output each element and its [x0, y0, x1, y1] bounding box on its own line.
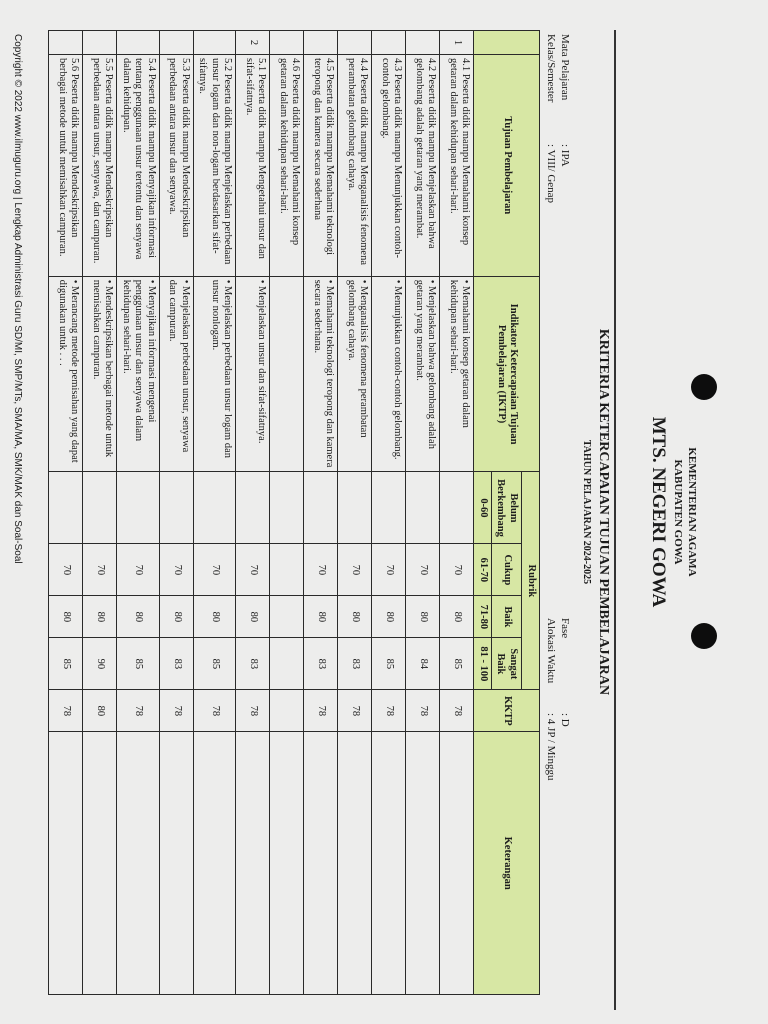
score-belum — [117, 472, 160, 544]
kktp-value: 78 — [117, 690, 160, 732]
score-sangat-baik: 90 — [83, 638, 117, 690]
rubric-sangat-baik-range: 81 - 100 — [474, 638, 492, 690]
keterangan-cell — [83, 732, 117, 995]
kktp-value: 78 — [304, 690, 338, 732]
subject-label: Mata Pelajaran — [559, 34, 571, 101]
score-cukup: 70 — [406, 544, 440, 596]
score-baik: 80 — [49, 596, 83, 638]
keterangan-cell — [372, 732, 406, 995]
header-no — [474, 31, 540, 55]
indikator-cell: • Menjelaskan unsur dan sifat-sifatnya. — [236, 276, 270, 472]
score-cukup: 70 — [194, 544, 237, 596]
indikator-cell: • Menunjukkan contoh-contoh gelombang. — [372, 276, 406, 472]
tujuan-cell: 5.2 Peserta didik mampu Menjelaskan perbedaan unsur logam dan non-logam berdasarkan sifat-sifatnya. — [194, 54, 237, 276]
keterangan-cell — [49, 732, 83, 995]
school-name: MTS. NEGERI GOWA — [648, 416, 669, 608]
table-row — [304, 31, 338, 995]
tujuan-cell: 5.1 Peserta didik mampu Mengetahui unsur dan sifat-sifatnya. — [236, 54, 270, 276]
kktp-value: 78 — [372, 690, 406, 732]
row-number — [304, 31, 338, 55]
score-belum — [236, 472, 270, 544]
score-baik — [270, 596, 304, 638]
kktp-value: 78 — [338, 690, 372, 732]
keterangan-cell — [406, 732, 440, 995]
score-cukup: 70 — [83, 544, 117, 596]
row-number — [270, 31, 304, 55]
score-sangat-baik: 85 — [117, 638, 160, 690]
row-number — [49, 31, 83, 55]
score-baik: 80 — [406, 596, 440, 638]
row-number — [160, 31, 194, 55]
score-sangat-baik: 83 — [304, 638, 338, 690]
ministry-line: KEMENTERIAN AGAMA — [686, 447, 698, 577]
table-row — [194, 31, 237, 995]
score-baik: 80 — [338, 596, 372, 638]
academic-year: TAHUN PELAJARAN 2024-2025 — [581, 439, 592, 585]
score-belum — [406, 472, 440, 544]
header-keterangan: Keterangan — [474, 732, 540, 995]
document-title: KRITERIA KETERCAPAIAN TUJUAN PEMBELAJARAN — [596, 328, 611, 696]
rubric-belum: Belum Berkembang — [492, 472, 522, 544]
score-belum — [372, 472, 406, 544]
row-number — [83, 31, 117, 55]
keterangan-cell — [160, 732, 194, 995]
criteria-table — [49, 30, 541, 995]
tujuan-cell: 5.6 Peserta didik mampu Mendeskripsikan berbagai metode untuk memisahkan campuran. — [49, 54, 83, 276]
indikator-cell: • Memahami teknologi teropong dan kamera secara sederhana. — [304, 276, 338, 472]
keterangan-cell — [440, 732, 474, 995]
tujuan-cell: 4.4 Peserta didik mampu Menganalisis fenomena perambatan gelombang cahaya. — [338, 54, 372, 276]
phase-value: : D — [559, 713, 571, 727]
kktp-value: 78 — [406, 690, 440, 732]
score-belum — [194, 472, 237, 544]
rubric-baik-range: 71-80 — [474, 596, 492, 638]
score-sangat-baik: 85 — [49, 638, 83, 690]
copyright-footer: Copyright © 2022 www.ilmuguru.org | Lengkap Administrasi Guru SD/MI, SMP/MTs, SMA/MA, SMK/MAK dan Soal-Soal — [12, 34, 23, 564]
score-sangat-baik: 83 — [160, 638, 194, 690]
indikator-cell — [270, 276, 304, 472]
row-number — [372, 31, 406, 55]
score-cukup: 70 — [117, 544, 160, 596]
tujuan-cell: 5.4 Peserta didik mampu Menyajikan informasi tentang penggunaan unsur tertentu dan senyawa dalam kehidupan. — [117, 54, 160, 276]
tujuan-cell: 5.3 Peserta didik mampu Mendeskripsikan perbedaan antara unsur dan senyawa. — [160, 54, 194, 276]
subject-value: : IPA — [559, 144, 571, 167]
rubric-baik: Baik — [492, 596, 522, 638]
score-cukup: 70 — [440, 544, 474, 596]
indikator-cell: • Menjelaskan bahwa gelombang adalah getaran yang merambat. — [406, 276, 440, 472]
kktp-value: 78 — [236, 690, 270, 732]
meta-right — [544, 618, 572, 780]
keterangan-cell — [270, 732, 304, 995]
score-belum — [304, 472, 338, 544]
row-number — [194, 31, 237, 55]
tujuan-cell: 4.2 Peserta didik mampu Menjelaskan bahwa gelombang adalah getaran yang merambat. — [406, 54, 440, 276]
score-cukup: 70 — [304, 544, 338, 596]
score-sangat-baik: 84 — [406, 638, 440, 690]
kktp-value: 78 — [440, 690, 474, 732]
score-sangat-baik: 85 — [440, 638, 474, 690]
score-belum — [160, 472, 194, 544]
meta-left — [544, 34, 572, 203]
row-number — [338, 31, 372, 55]
score-belum — [83, 472, 117, 544]
score-cukup: 70 — [236, 544, 270, 596]
keterangan-cell — [236, 732, 270, 995]
score-cukup: 70 — [160, 544, 194, 596]
indikator-cell: • Menyajikan informasi mengenai penggunaan unsur dan senyawa dalam kehidupan sehari-hari. — [117, 276, 160, 472]
score-sangat-baik: 85 — [372, 638, 406, 690]
indikator-cell: • Mendeskripsikan berbagai metode untuk memisahkan campuran. — [83, 276, 117, 472]
kktp-value — [270, 690, 304, 732]
header-rule — [614, 30, 616, 1010]
keterangan-cell — [194, 732, 237, 995]
table-row — [270, 31, 304, 995]
row-number: 2 — [236, 31, 270, 55]
header-iktp: Indikator Ketercapaian Tujuan Pembelajaran (IKTP) — [474, 276, 540, 472]
tujuan-cell: 4.6 Peserta didik mampu Memahami konsep getaran dalam kehidupan sehari-hari. — [270, 54, 304, 276]
indikator-cell: • Memahami konsep getaran dalam kehidupan sehari-hari. — [440, 276, 474, 472]
score-baik: 80 — [440, 596, 474, 638]
tujuan-cell: 4.5 Peserta didik mampu Memahami teknologi teropong dan kamera secara sederhana — [304, 54, 338, 276]
time-label: Alokasi Waktu — [545, 618, 557, 684]
rubric-belum-range: 0-60 — [474, 472, 492, 544]
score-sangat-baik: 83 — [236, 638, 270, 690]
kktp-value: 78 — [194, 690, 237, 732]
table-row — [406, 31, 440, 995]
row-number: 1 — [440, 31, 474, 55]
score-cukup: 70 — [49, 544, 83, 596]
tujuan-cell: 4.1 Peserta didik mampu Memahami konsep getaran dalam kehidupan sehari-hari. — [440, 54, 474, 276]
table-row — [49, 31, 83, 995]
table-row — [338, 31, 372, 995]
indikator-cell: • Menjelaskan perbedaan unsur logam dan unsur nonlogam. — [194, 276, 237, 472]
class-value: : VIII/ Genap — [545, 144, 557, 204]
table-row — [83, 31, 117, 995]
score-baik: 80 — [83, 596, 117, 638]
score-sangat-baik — [270, 638, 304, 690]
class-label: Kelas/Semester — [545, 34, 557, 103]
rubric-cukup: Cukup — [492, 544, 522, 596]
score-baik: 80 — [160, 596, 194, 638]
score-baik: 80 — [304, 596, 338, 638]
table-row — [236, 31, 270, 995]
rubric-cukup-range: 61-70 — [474, 544, 492, 596]
score-baik: 80 — [236, 596, 270, 638]
indikator-cell: • Merancang metode pemisahan yang dapat digunakan untuk . . . — [49, 276, 83, 472]
tujuan-cell: 4.3 Peserta didik mampu Menunjukkan contoh-contoh gelombang. — [372, 54, 406, 276]
score-baik: 80 — [194, 596, 237, 638]
time-value: : 4 JP / Minggu — [545, 713, 557, 781]
kktp-value: 78 — [49, 690, 83, 732]
score-cukup — [270, 544, 304, 596]
keterangan-cell — [338, 732, 372, 995]
score-belum — [49, 472, 83, 544]
phase-label: Fase — [559, 618, 571, 639]
score-cukup: 70 — [338, 544, 372, 596]
tujuan-cell: 5.5 Peserta didik mampu Mendeskripsikan perbedaan antara unsur, senyawa, dan campuran. — [83, 54, 117, 276]
score-belum — [338, 472, 372, 544]
table-row — [160, 31, 194, 995]
score-sangat-baik: 83 — [338, 638, 372, 690]
table-row — [372, 31, 406, 995]
indikator-cell: • Menjelaskan perbedaan unsur, senyawa dan campuran. — [160, 276, 194, 472]
indikator-cell: • Menganalisis fenomena perambatan gelombang cahaya. — [338, 276, 372, 472]
keterangan-cell — [304, 732, 338, 995]
score-baik: 80 — [372, 596, 406, 638]
score-belum — [270, 472, 304, 544]
header-tujuan: Tujuan Pembelajaran — [474, 54, 540, 276]
table-row — [440, 31, 474, 995]
kktp-value: 78 — [160, 690, 194, 732]
kktp-value: 80 — [83, 690, 117, 732]
score-sangat-baik: 85 — [194, 638, 237, 690]
rubric-sangat-baik: Sangat Baik — [492, 638, 522, 690]
row-number — [406, 31, 440, 55]
header-rubrik: Rubrik — [522, 472, 540, 690]
regency-line: KABUPATEN GOWA — [672, 459, 684, 565]
row-number — [117, 31, 160, 55]
score-belum — [440, 472, 474, 544]
header-kktp: KKTP — [474, 690, 540, 732]
keterangan-cell — [117, 732, 160, 995]
score-cukup: 70 — [372, 544, 406, 596]
table-row — [117, 31, 160, 995]
table-body — [49, 31, 474, 995]
score-baik: 80 — [117, 596, 160, 638]
